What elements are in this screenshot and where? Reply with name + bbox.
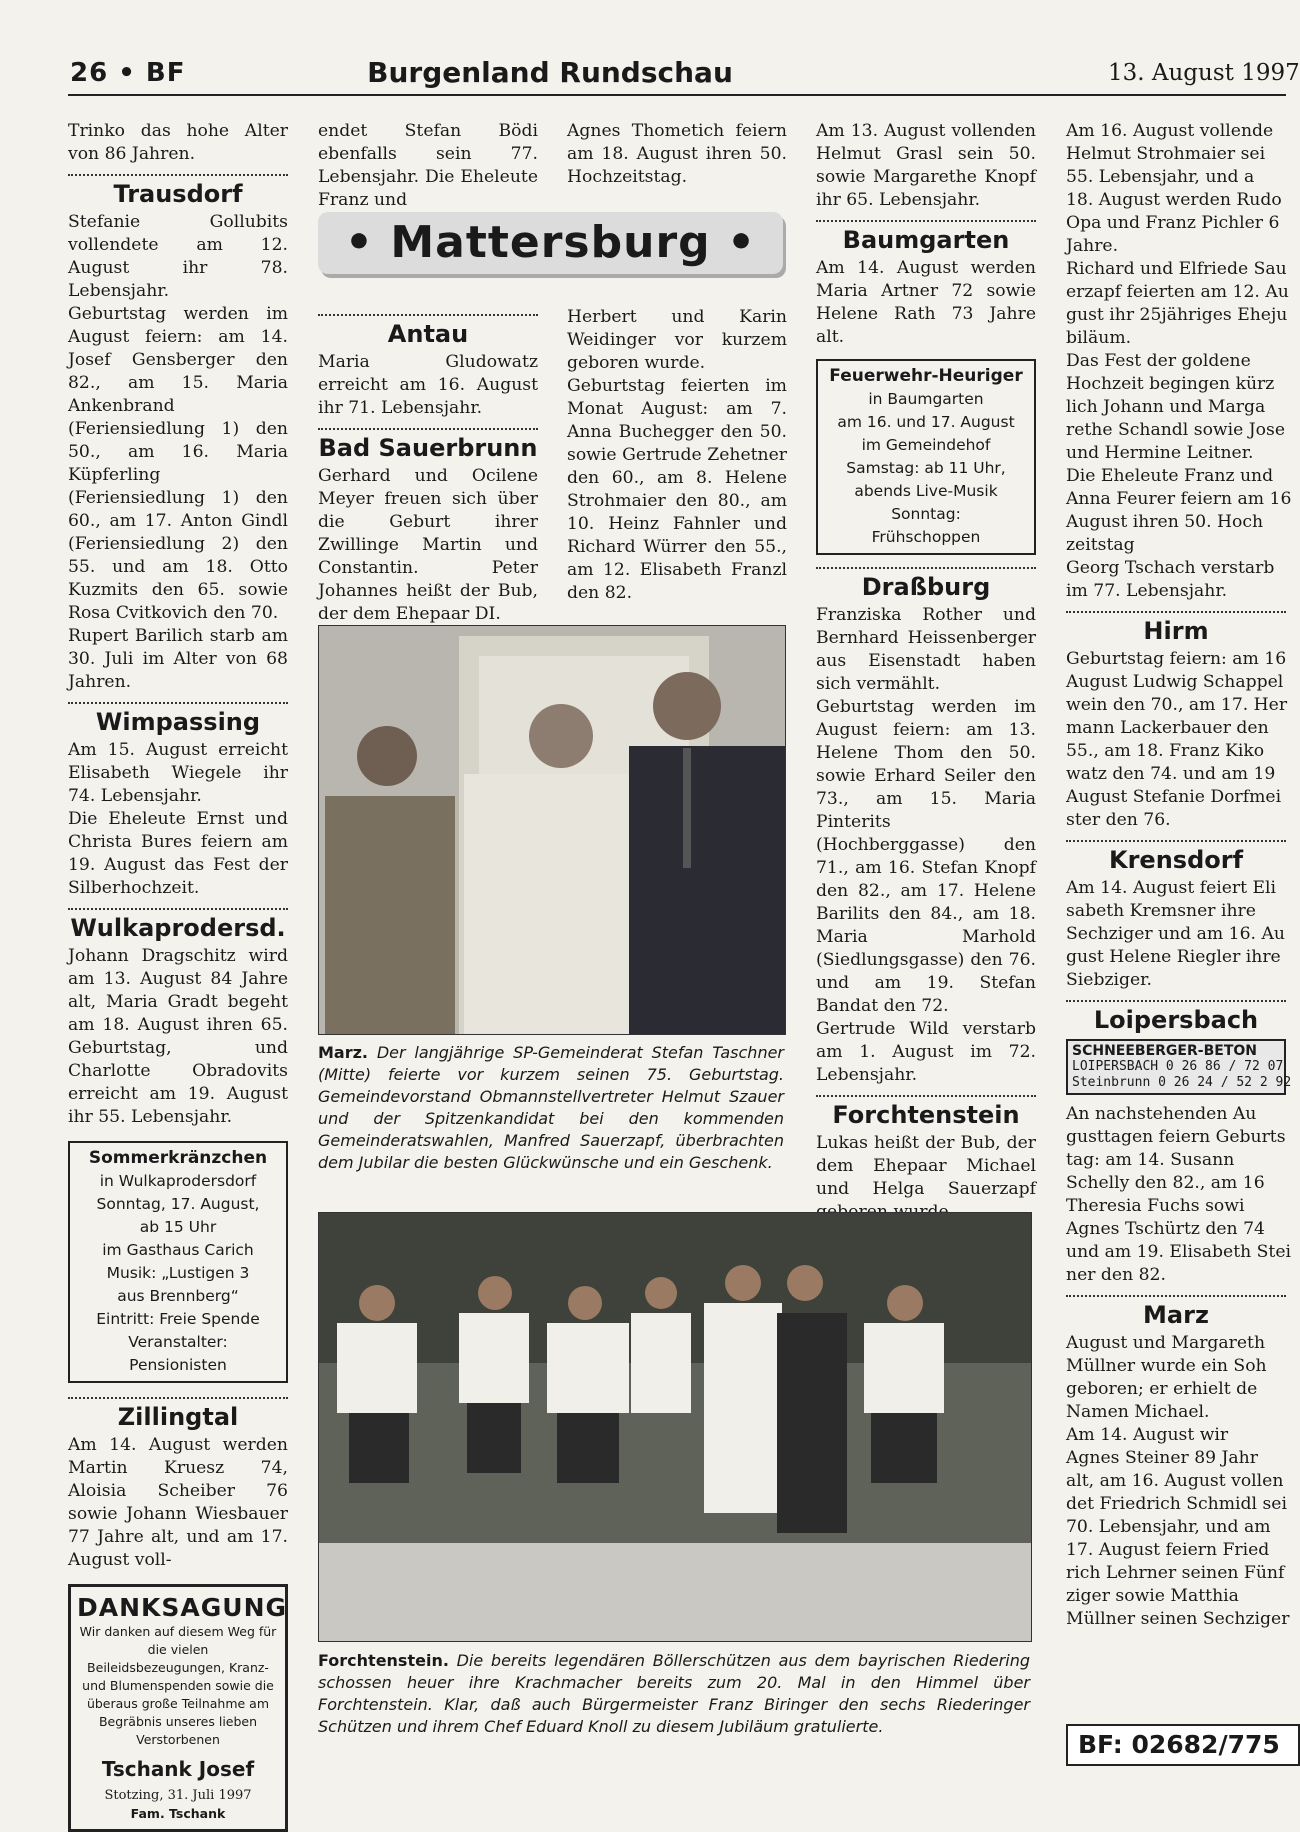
article-text: Am 14. August werden Martin Kruesz 74, Aloisia Scheiber 76 sowie Johann Wiesbauer 77 Jahre alt, und am 17. August voll-: [68, 1435, 288, 1570]
photo-caption-marz: [318, 1042, 784, 1174]
event-line: Sonntag:: [891, 505, 961, 523]
article-line: Geburtstag feiern: am 16: [1066, 649, 1287, 669]
article-line: Jahre.: [1066, 236, 1119, 256]
article-line: Agnes Steiner 89 Jahr: [1066, 1448, 1258, 1468]
event-line: aus Brennberg“: [117, 1287, 239, 1305]
dotted-divider: [816, 567, 1036, 569]
article-line: Am 16. August vollende: [1066, 121, 1274, 141]
article-text: Gerhard und Ocilene Meyer freuen sich über die Geburt ihrer Zwillinge Martin und Constantin. Peter Johannes heißt der Bub, der dem Ehepaar DI.: [318, 466, 538, 624]
event-box-feuerwehr: [816, 359, 1036, 555]
article-line: Am 14. August wir: [1066, 1425, 1229, 1445]
article-text: Gertrude Wild verstarb am 1. August im 72. Lebensjahr.: [816, 1019, 1036, 1085]
event-line: in Baumgarten: [868, 390, 984, 408]
photo-forchtenstein-schuetzen: [318, 1212, 1032, 1642]
dotted-divider: [318, 314, 538, 316]
article-line: August ihren 50. Hoch: [1066, 512, 1264, 532]
event-line: Veranstalter:: [128, 1333, 228, 1351]
section-heading: Zillingtal: [117, 1403, 239, 1431]
caption-lead: Marz.: [318, 1043, 368, 1062]
notice-title: DANKSAGUNG: [77, 1593, 288, 1622]
article-line: Georg Tschach verstarb: [1066, 558, 1275, 578]
article-line: gust Helene Riegler ihre: [1066, 947, 1281, 967]
newspaper-title: Burgenland Rundschau: [367, 56, 733, 89]
event-box-sommerkraenzchen: [68, 1141, 288, 1383]
article-text: Am 13. August vollenden Helmut Grasl sein 50. sowie Margarethe Knopf ihr 65. Lebensjahr.: [816, 121, 1036, 210]
article-line: geboren; er erhielt de: [1066, 1379, 1258, 1399]
article-line: 70. Lebensjahr, und am: [1066, 1517, 1271, 1537]
event-line: Eintritt: Freie Spende: [96, 1310, 260, 1328]
article-text: Trinko das hohe Alter von 86 Jahren.: [68, 121, 288, 164]
dotted-divider: [1066, 840, 1286, 842]
article-line: tag: am 14. Susann: [1066, 1150, 1235, 1170]
header-rule: [68, 94, 1286, 96]
dotted-divider: [1066, 611, 1286, 613]
event-title: Feuerwehr-Heuriger: [829, 366, 1023, 386]
dotted-divider: [68, 908, 288, 910]
article-line: Anna Feurer feiern am 16: [1066, 489, 1292, 509]
event-line: abends Live-Musik: [854, 482, 998, 500]
article-line: Die Eheleute Franz und: [1066, 466, 1274, 486]
event-line: Pensionisten: [129, 1356, 227, 1374]
ad-line: Steinbrunn 0 26 24 / 52 2 92: [1072, 1075, 1292, 1090]
article-line: ster den 76.: [1066, 810, 1171, 830]
section-heading: Wulkaprodersd.: [70, 914, 286, 942]
article-line: Siebziger.: [1066, 970, 1152, 990]
article-line: alt, am 16. August vollen: [1066, 1471, 1284, 1491]
photo-caption-forchtenstein: [318, 1650, 1030, 1738]
notice-signature: Stotzing, 31. Juli 1997: [104, 1788, 252, 1803]
article-text: Franziska Rother und Bernhard Heissenberger aus Eisenstadt haben sich vermählt.: [816, 605, 1036, 694]
dotted-divider: [318, 428, 538, 430]
article-line: Hochzeit begingen kürz: [1066, 374, 1275, 394]
section-heading: Draßburg: [861, 573, 991, 601]
article-line: August Stefanie Dorfmei: [1066, 787, 1282, 807]
article-text: Am 15. August erreicht Elisabeth Wiegele ihr 74. Lebensjahr.: [68, 740, 288, 806]
article-line: 55., am 18. Franz Kiko: [1066, 741, 1265, 761]
dotted-divider: [1066, 1000, 1286, 1002]
section-heading: Wimpassing: [95, 708, 261, 736]
section-heading: Forchtenstein: [832, 1101, 1020, 1129]
article-line: Müllner wurde ein Soh: [1066, 1356, 1267, 1376]
article-line: Opa und Franz Pichler 6: [1066, 213, 1280, 233]
article-line: im 77. Lebensjahr.: [1066, 581, 1228, 601]
article-line: Sechziger und am 16. Au: [1066, 924, 1285, 944]
article-line: lich Johann und Marga: [1066, 397, 1266, 417]
section-heading: Bad Sauerbrunn: [318, 434, 538, 462]
article-line: det Friedrich Schmidl sei: [1066, 1494, 1287, 1514]
article-line: watz den 74. und am 19: [1066, 764, 1276, 784]
column-3: [567, 120, 787, 189]
ad-schneeberger-beton: [1066, 1039, 1292, 1095]
column-2-lower: [318, 306, 538, 626]
event-line: Frühschoppen: [871, 528, 981, 546]
dotted-divider: [68, 1397, 288, 1399]
danksagung-notice: [68, 1584, 288, 1832]
article-line: Das Fest der goldene: [1066, 351, 1251, 371]
article-line: rethe Schandl sowie Jose: [1066, 420, 1285, 440]
column-5: [1066, 120, 1292, 1631]
article-line: wein den 70., am 17. Her: [1066, 695, 1288, 715]
dotted-divider: [1066, 1295, 1286, 1297]
article-line: gust ihr 25jähriges Eheju: [1066, 305, 1288, 325]
article-line: ziger sowie Matthia: [1066, 1586, 1239, 1606]
section-heading: Trausdorf: [113, 180, 243, 208]
section-heading: Krensdorf: [1108, 846, 1244, 874]
section-heading: Antau: [387, 320, 469, 348]
article-line: Schelly den 82., am 16: [1066, 1173, 1265, 1193]
article-line: 18. August werden Rudo: [1066, 190, 1282, 210]
column-3-lower: [567, 306, 787, 605]
notice-name: Tschank Josef: [101, 1757, 255, 1781]
article-line: und Hermine Leitner.: [1066, 443, 1254, 463]
column-1: [68, 120, 288, 1832]
article-line: An nachstehenden Au: [1066, 1104, 1257, 1124]
article-text: Geburtstag werden im August feiern: am 13. Helene Thom den 50. sowie Erhard Seiler den 73., am 15. Maria Pinterits (Hochberggasse) den 71., am 16. Stefan Knopf den 82., am 17. Helene Barilits den 84., am 18. Maria Marhold (Siedlungsgasse) den 76. und am 19. Stefan Bandat den 72.: [816, 697, 1036, 1016]
section-heading: Marz: [1143, 1301, 1209, 1329]
article-line: rich Lehrner seinen Fünf: [1066, 1563, 1285, 1583]
article-line: mann Lackerbauer den: [1066, 718, 1269, 738]
section-heading: Loipersbach: [1093, 1006, 1259, 1034]
dotted-divider: [68, 174, 288, 176]
article-line: Agnes Tschürtz den 74: [1066, 1219, 1265, 1239]
article-line: Theresia Fuchs sowi: [1066, 1196, 1245, 1216]
article-line: erzapf feierten am 12. Au: [1066, 282, 1289, 302]
article-line: biläum.: [1066, 328, 1132, 348]
notice-signature: Fam. Tschank: [130, 1806, 226, 1821]
column-4: [816, 120, 1036, 1224]
section-heading: Hirm: [1143, 617, 1209, 645]
article-line: August Ludwig Schappel: [1066, 672, 1284, 692]
article-line: zeitstag: [1066, 535, 1135, 555]
event-line: ab 15 Uhr: [139, 1218, 217, 1236]
article-line: und am 19. Elisabeth Stei: [1066, 1242, 1291, 1262]
article-line: Helmut Strohmaier sei: [1066, 144, 1266, 164]
article-text: Maria Gludowatz erreicht am 16. August ihr 71. Lebensjahr.: [318, 352, 538, 418]
caption-text: Der langjährige SP-Gemeinderat Stefan Taschner (Mitte) feierte vor kurzem seinen 75. Geburtstag. Gemeindevorstand Obmannstellvertreter Helmut Szauer und der Spitzenkandidat bei den kommenden Gemeinderatswahlen, Manfred Sauerzapf, überbrachten dem Jubilar die besten Glückwünsche und ein Geschenk.: [318, 1043, 785, 1172]
event-line: Musik: „Lustigen 3: [106, 1264, 250, 1282]
article-line: gusttagen feiern Geburts: [1066, 1127, 1286, 1147]
article-text: Geburtstag feierten im Monat August: am 7. Anna Buchegger den 50. sowie Gertrude Zehetner den 60., am 8. Helene Strohmaier den 80., am 10. Heinz Fahnler und Richard Würrer den 55., am 12. Elisabeth Franzl den 82.: [567, 376, 787, 603]
caption-lead: Forchtenstein.: [318, 1651, 449, 1670]
article-line: 17. August feiern Fried: [1066, 1540, 1270, 1560]
dotted-divider: [68, 702, 288, 704]
article-line: Namen Michael.: [1066, 1402, 1210, 1422]
column-2: [318, 120, 538, 212]
ad-line: LOIPERSBACH 0 26 86 / 72 07: [1072, 1059, 1284, 1074]
article-text: endet Stefan Bödi ebenfalls sein 77. Lebensjahr. Die Eheleute Franz und: [318, 121, 538, 210]
section-heading: Baumgarten: [842, 226, 1010, 254]
article-line: Richard und Elfriede Sau: [1066, 259, 1287, 279]
article-text: Die Eheleute Ernst und Christa Bures feiern am 19. August das Fest der Silberhochzeit.: [68, 809, 288, 898]
article-line: 55. Lebensjahr, und a: [1066, 167, 1255, 187]
event-line: im Gasthaus Carich: [102, 1241, 254, 1259]
dotted-divider: [816, 1095, 1036, 1097]
article-line: sabeth Kremsner ihre: [1066, 901, 1256, 921]
article-text: Agnes Thometich feiern am 18. August ihren 50. Hochzeitstag.: [567, 121, 787, 187]
article-line: ner den 82.: [1066, 1265, 1166, 1285]
event-line: Samstag: ab 11 Uhr,: [846, 459, 1006, 477]
article-text: Stefanie Gollubits vollendete am 12. August ihr 78. Lebensjahr.: [68, 212, 288, 301]
article-text: Johann Dragschitz wird am 13. August 84 Jahre alt, Maria Gradt begeht am 18. August ihren 65. Geburtstag, und Charlotte Obradovits erreicht am 19. August ihr 55. Lebensjahr.: [68, 946, 288, 1127]
bf-phone-box: BF: 02682/775: [1066, 1724, 1300, 1766]
article-line: Müllner seinen Sechziger: [1066, 1609, 1290, 1629]
article-line: Am 14. August feiert Eli: [1066, 878, 1277, 898]
caption-text: Die bereits legendären Böllerschützen aus dem bayrischen Riedering schossen heuer ihre Krachmacher bereits zum 20. Mal in den Himmel über Forchtenstein. Klar, daß auch Bürgermeister Franz Biringer den sechs Riederinger Schützen und ihrem Chef Eduard Knoll zu diesem Jubiläum gratulierte.: [318, 1651, 1030, 1736]
region-banner-mattersburg: • Mattersburg •: [318, 212, 783, 274]
issue-date: 13. August 1997: [1108, 60, 1300, 86]
event-title: Sommerkränzchen: [88, 1148, 268, 1168]
notice-text: Wir danken auf diesem Weg für die vielen Beileidsbezeugungen, Kranz- und Blumenspenden sowie die überaus große Teilnahme am Begräbnis unseres lieben Verstorbenen: [79, 1624, 277, 1747]
event-line: im Gemeindehof: [861, 436, 991, 454]
ad-name: SCHNEEBERGER-BETON: [1072, 1043, 1257, 1059]
article-line: August und Margareth: [1066, 1333, 1266, 1353]
photo-marz-birthday: [318, 625, 786, 1035]
article-text: Rupert Barilich starb am 30. Juli im Alter von 68 Jahren.: [68, 626, 288, 692]
event-line: am 16. und 17. August: [837, 413, 1015, 431]
article-text: Geburtstag werden im August feiern: am 14. Josef Gensberger den 82., am 15. Maria Ankenbrand (Feriensiedlung 1) den 50., am 16. Maria Küpferling (Feriensiedlung 1) den 60., am 17. Anton Gindl (Feriensiedlung 2) den 55. und am 18. Otto Kuzmits den 65. sowie Rosa Cvitkovich den 70.: [68, 304, 288, 623]
dotted-divider: [816, 220, 1036, 222]
event-line: in Wulkaprodersdorf: [99, 1172, 257, 1190]
article-text: Am 14. August werden Maria Artner 72 sowie Helene Rath 73 Jahre alt.: [816, 258, 1036, 347]
article-text: Herbert und Karin Weidinger vor kurzem geboren wurde.: [567, 307, 787, 373]
event-line: Sonntag, 17. August,: [96, 1195, 260, 1213]
page-number: 26 • BF: [70, 58, 186, 88]
article-text: Lukas heißt der Bub, der dem Ehepaar Michael und Helga Sauerzapf: [816, 1133, 1036, 1199]
